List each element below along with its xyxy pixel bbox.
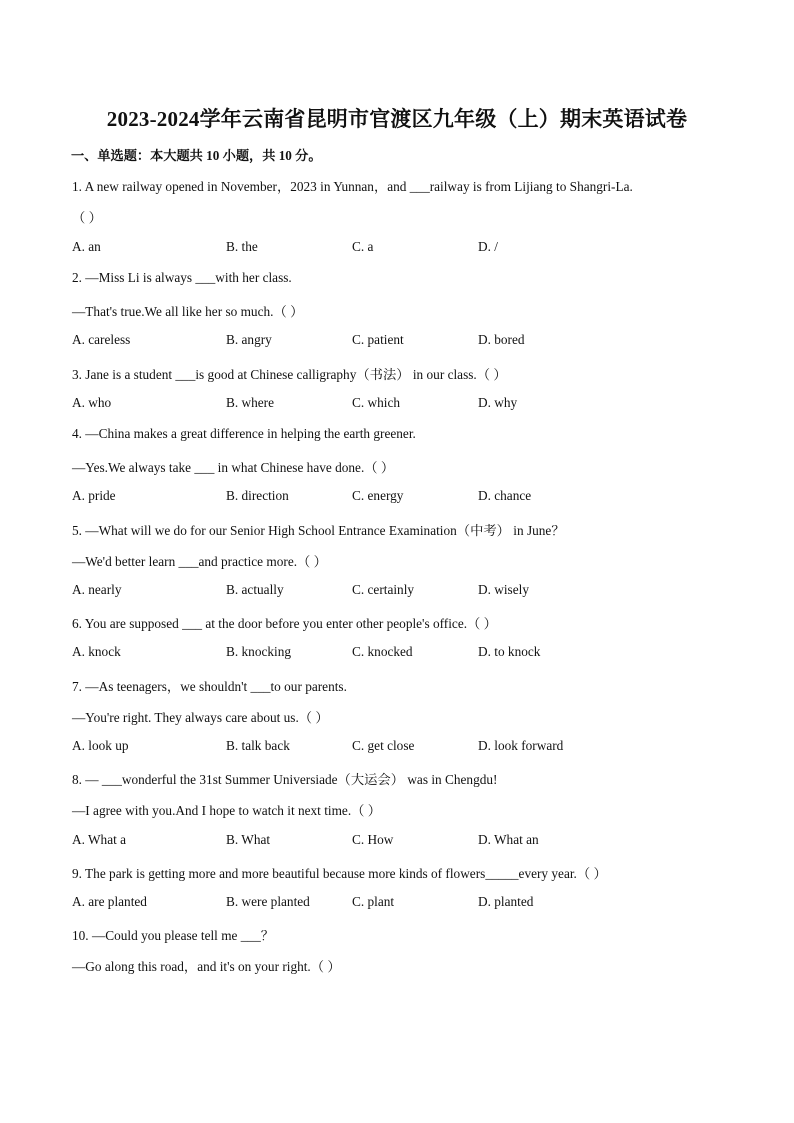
question-4-stem: 4. —China makes a great difference in helping the earth greener. <box>72 426 416 441</box>
option-d: D. planted <box>478 894 534 909</box>
option-b: B. talk back <box>226 738 290 753</box>
question-5-stem: 5. —What will we do for our Senior High School Entrance Examination（中考） in June？ <box>72 523 565 538</box>
option-a: A. an <box>72 239 101 254</box>
option-c: C. patient <box>352 332 404 347</box>
option-d: D. chance <box>478 488 532 503</box>
option-d: D. why <box>478 395 518 410</box>
question-5-reply: —We'd better learn ___and practice more.（ ） <box>72 554 327 569</box>
option-d: D. bored <box>478 332 525 347</box>
question-1-options <box>72 239 752 259</box>
question-3-stem: 3. Jane is a student ___is good at Chinese calligraphy（书法） in our class.（ ） <box>72 367 507 382</box>
option-b: B. were planted <box>226 894 310 909</box>
option-c: C. which <box>352 395 401 410</box>
question-5-options <box>72 582 752 602</box>
option-b: B. actually <box>226 582 284 597</box>
question-4-options <box>72 488 752 508</box>
option-d: D. / <box>478 239 498 254</box>
section-header: 一、单选题：本大题共 10 小题，共 10 分。 <box>71 148 322 163</box>
question-7-reply: —You're right. They always care about us.（ ） <box>72 710 329 725</box>
option-c: C. How <box>352 832 394 847</box>
question-10-reply: —Go along this road，and it's on your right.（ ） <box>72 959 341 974</box>
option-a: A. are planted <box>72 894 147 909</box>
page-title: 2023-2024学年云南省昆明市官渡区九年级（上）期末英语试卷 <box>106 107 688 131</box>
option-b: B. angry <box>226 332 272 347</box>
question-1-stem: 1. A new railway opened in November，2023 in Yunnan，and ___railway is from Lijiang to Shangri-La. <box>72 179 633 194</box>
question-2-options <box>72 332 752 352</box>
option-d: D. look forward <box>478 738 564 753</box>
option-b: B. direction <box>226 488 289 503</box>
question-6-options <box>72 644 752 664</box>
option-a: A. nearly <box>72 582 122 597</box>
option-c: C. knocked <box>352 644 413 659</box>
option-a: A. careless <box>72 332 131 347</box>
option-a: A. who <box>72 395 112 410</box>
option-c: C. plant <box>352 894 395 909</box>
question-9-stem: 9. The park is getting more and more beautiful because more kinds of flowers_____every year.（ ） <box>72 866 607 881</box>
option-d: D. to knock <box>478 644 541 659</box>
question-7-options <box>72 738 752 758</box>
option-b: B. where <box>226 395 274 410</box>
question-10-stem: 10. —Could you please tell me ___？ <box>72 928 275 943</box>
option-a: A. What a <box>72 832 127 847</box>
question-4-reply: —Yes.We always take ___ in what Chinese have done.（ ） <box>72 460 395 475</box>
option-c: C. a <box>352 239 374 254</box>
question-2-reply: —That's true.We all like her so much.（ ） <box>72 304 304 319</box>
option-b: B. the <box>226 239 258 254</box>
option-a: A. look up <box>72 738 129 753</box>
question-8-options <box>72 832 752 852</box>
question-1-answer-blank: （ ） <box>72 210 102 225</box>
option-a: A. knock <box>72 644 121 659</box>
question-3-options <box>72 395 752 415</box>
question-7-stem: 7. —As teenagers，we shouldn't ___to our parents. <box>72 679 347 694</box>
option-d: D. wisely <box>478 582 529 597</box>
option-b: B. knocking <box>226 644 292 659</box>
option-b: B. What <box>226 832 271 847</box>
option-c: C. certainly <box>352 582 415 597</box>
option-a: A. pride <box>72 488 116 503</box>
option-c: C. energy <box>352 488 404 503</box>
question-6-stem: 6. You are supposed ___ at the door before you enter other people's office.（ ） <box>72 616 497 631</box>
question-8-reply: —I agree with you.And I hope to watch it next time.（ ） <box>72 803 382 818</box>
option-c: C. get close <box>352 738 415 753</box>
question-8-stem: 8. — ___wonderful the 31st Summer Universiade（大运会） was in Chengdu! <box>72 772 498 787</box>
question-9-options <box>72 894 752 914</box>
option-d: D. What an <box>478 832 539 847</box>
question-2-stem: 2. —Miss Li is always ___with her class. <box>72 270 292 285</box>
